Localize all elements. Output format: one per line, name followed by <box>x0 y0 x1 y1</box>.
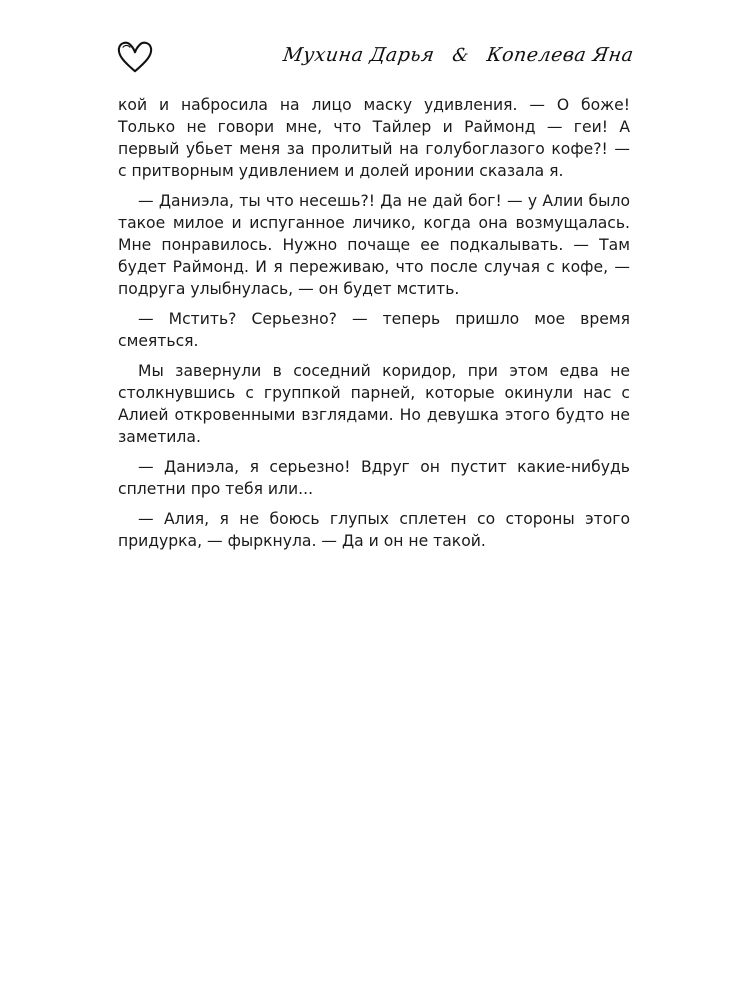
paragraph: Мы завернули в соседний коридор, при этом едва не столкнувшись с группкой парней, которые окинули нас с Алией откровенными взглядами. Но девушка этого будто не заметила. <box>118 362 630 446</box>
author-two-name: Копелева Яна <box>485 44 635 66</box>
paragraph: кой и набросила на лицо маску удивления. — О боже! Только не говори мне, что Тайлер и Раймонд — геи! А первый убьет меня за пролитый на голубоглазого кофе?! — с притворным удивлением и долей иронии сказала я. <box>118 96 630 180</box>
ampersand: & <box>450 45 471 66</box>
paragraph: — Даниэла, ты что несешь?! Да не дай бог! — у Алии было такое милое и испуганное личико, когда она возмущалась. Мне понравилось. Нужно почаще ее подкалывать. — Там будет Раймонд. И я переживаю, что после случая с кофе, — подруга улыбнулась, — он будет мстить. <box>118 192 630 298</box>
body-text <box>118 94 630 560</box>
author-one-name: Мухина Дарья <box>281 44 436 66</box>
paragraph: — Алия, я не боюсь глупых сплетен со стороны этого придурка, — фыркнула. — Да и он не такой. <box>118 510 630 550</box>
authors-signature <box>279 44 635 84</box>
paragraph: — Даниэла, я серьезно! Вдруг он пустит какие-нибудь сплетни про тебя или... <box>118 458 630 498</box>
page-header <box>0 0 750 90</box>
paragraph: — Мстить? Серьезно? — теперь пришло мое время смеяться. <box>118 310 630 350</box>
heart-outline-icon <box>116 40 154 74</box>
